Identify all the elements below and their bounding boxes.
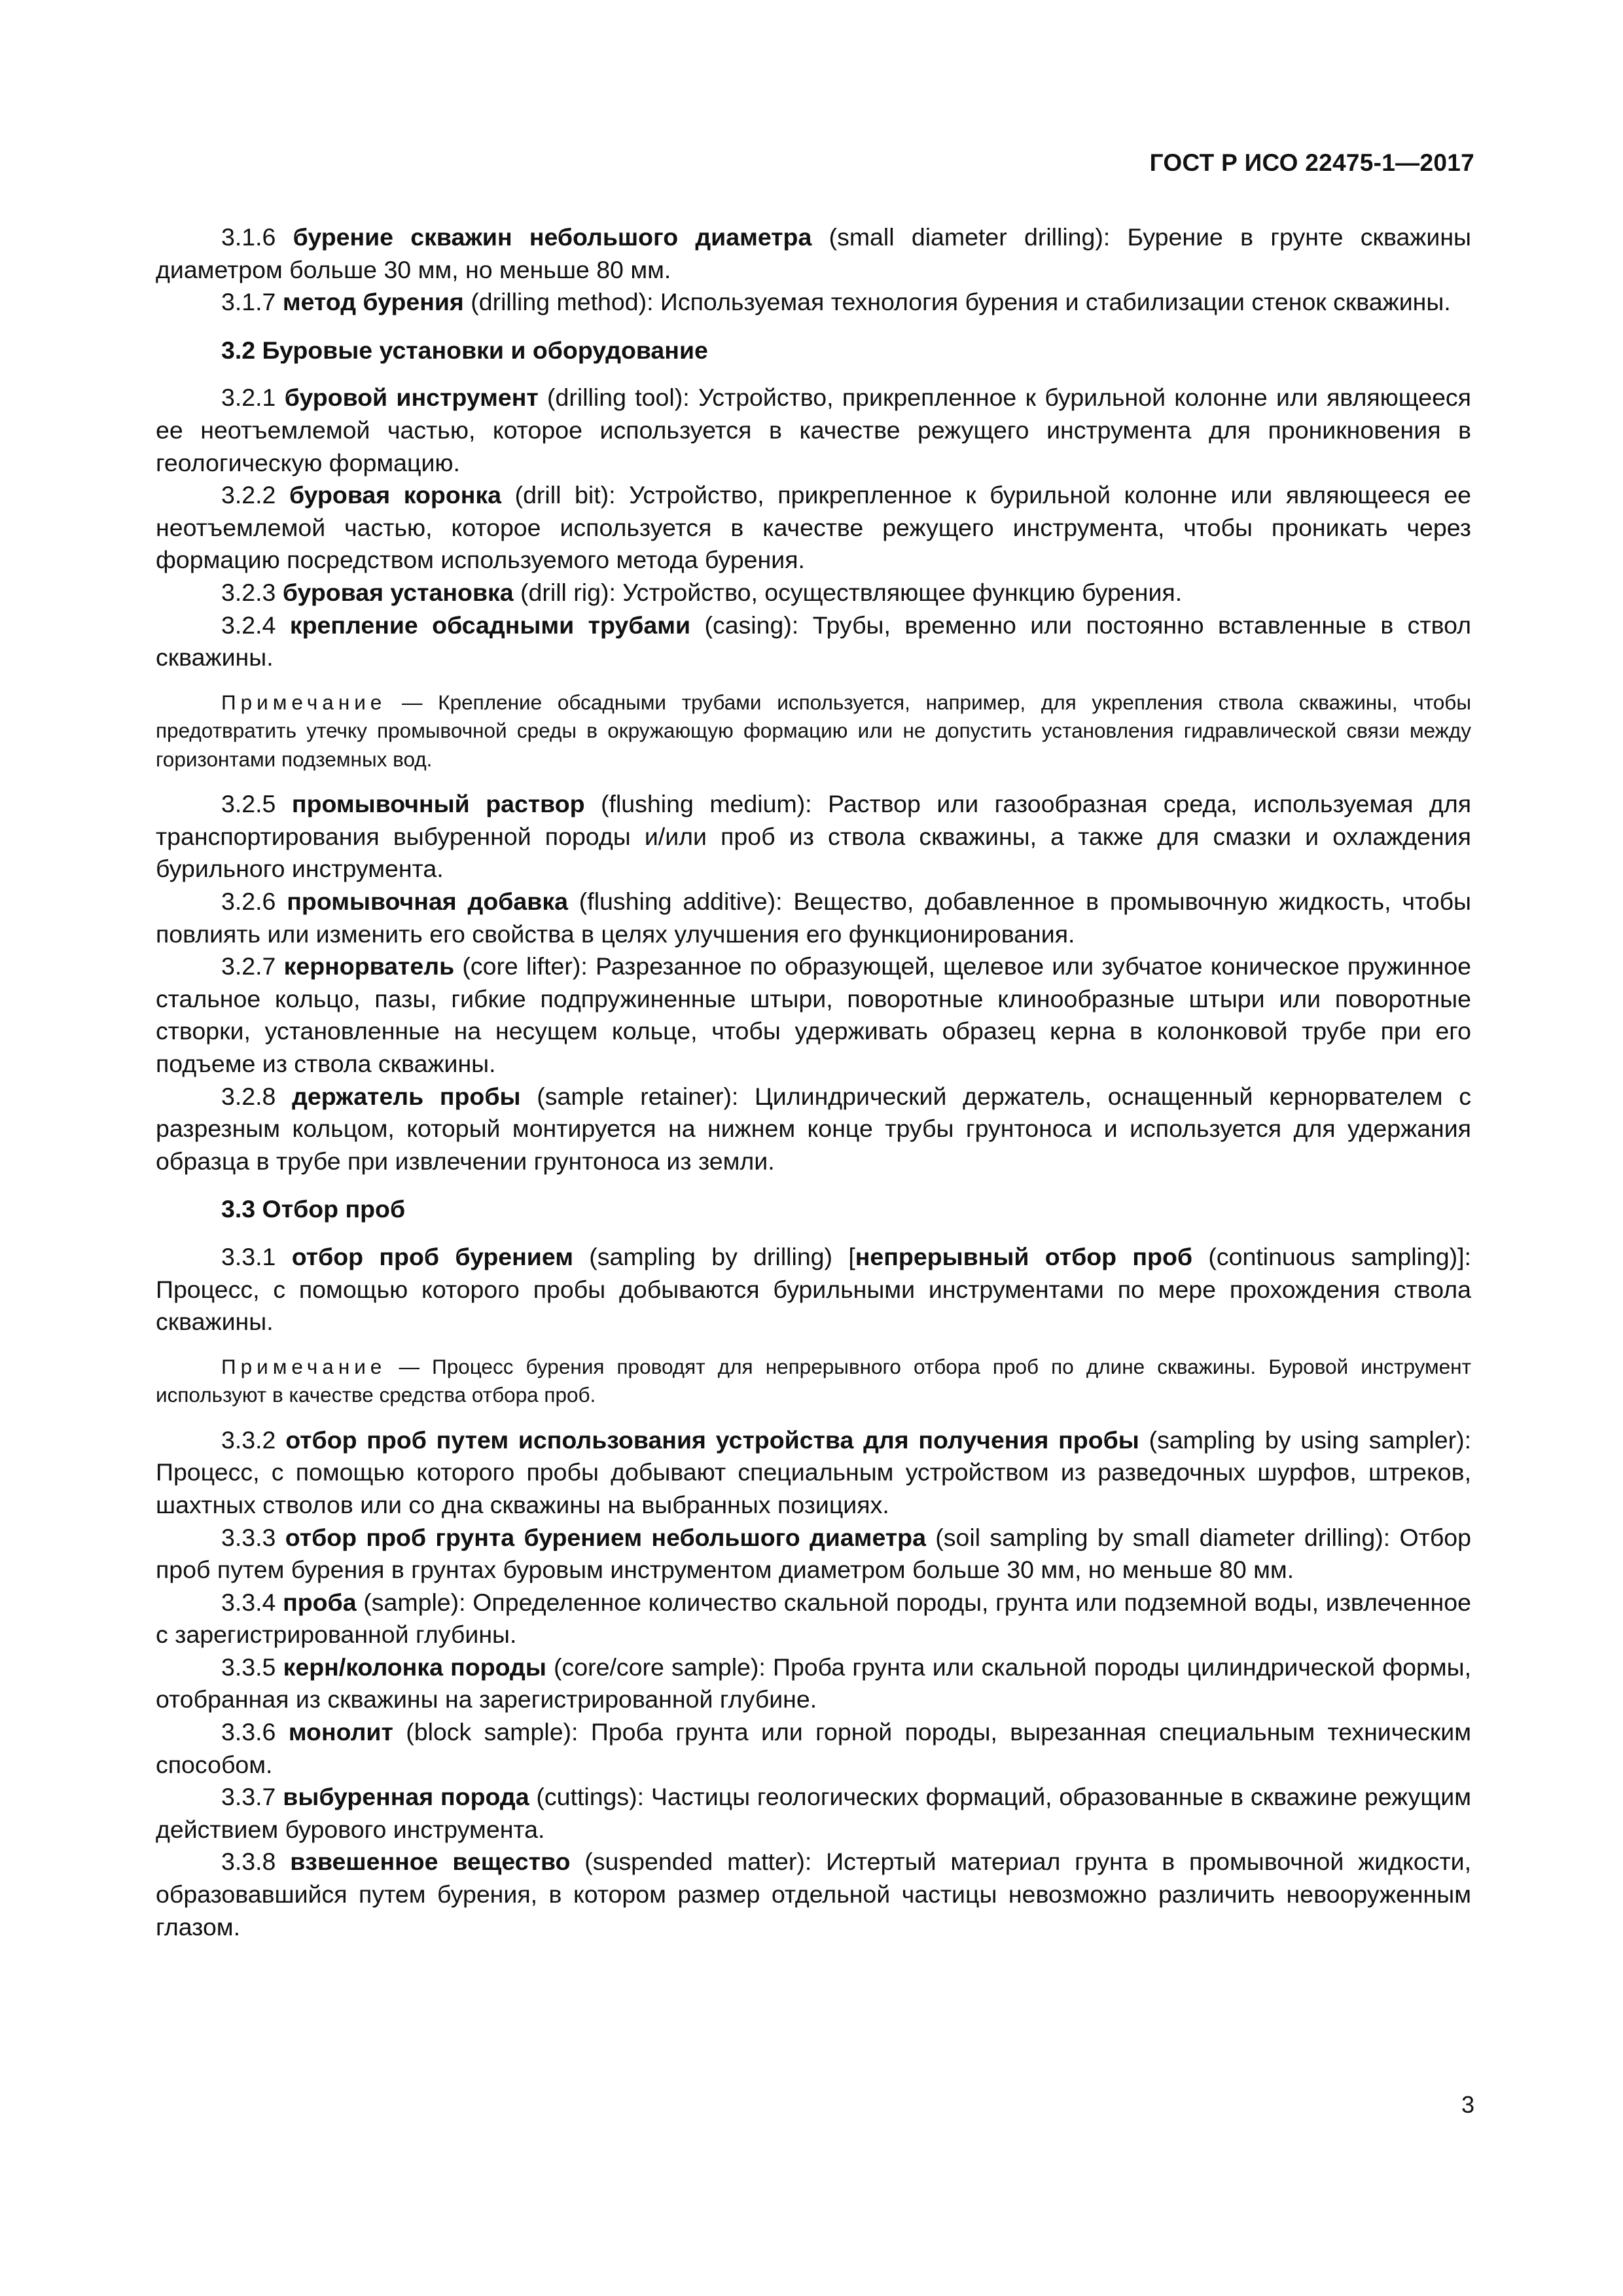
document-code-header: ГОСТ Р ИСО 22475-1—2017 (1149, 149, 1474, 176)
term-entry (156, 1781, 1471, 1846)
term-number: 3.3.6 (221, 1718, 276, 1746)
term-number: 3.3.5 (221, 1653, 276, 1681)
term-entry (156, 886, 1471, 950)
term-entry (156, 1651, 1471, 1716)
term-number: 3.3.8 (221, 1848, 276, 1876)
term-name: держатель пробы (292, 1082, 521, 1110)
term-definition: (casing): Трубы, временно или постоянно вставленные в ствол скважины. (156, 611, 1471, 672)
term-name: монолит (288, 1718, 393, 1746)
term-entry (156, 1846, 1471, 1943)
note-text: — Процесс бурения проводят для непрерывного отбора проб по длине скважины. Буровой инструмент используют в качестве средства отбора проб. (156, 1354, 1471, 1407)
term-entry (156, 788, 1471, 886)
term-definition: (drilling method): Используемая технология бурения и стабилизации стенок скважины. (463, 288, 1451, 316)
term-number: 3.2.7 (221, 952, 276, 980)
term-definition: (flushing medium): Раствор или газообразная среда, используемая для транспортирования выбуренной породы и/или проб из ствола скважины, а также для смазки и охлаждения бурильного инструмента. (156, 790, 1472, 883)
term-entry (156, 1081, 1471, 1178)
term-number: 3.3.2 (221, 1426, 276, 1454)
term-name: взвешенное вещество (290, 1848, 571, 1876)
term-definition: (cuttings): Частицы геологических формаций, образованные в скважине режущим действием бурового инструмента. (156, 1783, 1471, 1843)
term-name: метод бурения (282, 288, 464, 316)
term-entry (156, 1716, 1471, 1781)
term-name: промывочная добавка (287, 888, 568, 915)
term-entry (156, 950, 1471, 1080)
term-number: 3.3.1 (221, 1242, 276, 1270)
term-name: отбор проб путем использования устройства для получения пробы (285, 1426, 1139, 1454)
term-name: бурение скважин небольшого диаметра (293, 223, 812, 251)
term-entry (156, 1424, 1471, 1522)
term-definition: (suspended matter): Истертый материал грунта в промывочной жидкости, образовавшийся путем бурения, в котором размер отдельной частицы невозможно различить невооруженным глазом. (156, 1848, 1471, 1941)
term-name: проба (283, 1588, 357, 1616)
term-name: крепление обсадными трубами (289, 611, 691, 639)
section-heading-3-3: 3.3 Отбор проб (221, 1195, 406, 1223)
term-definition: (sample): Определенное количество скальной породы, грунта или подземной воды, извлеченное с зарегистрированной глубины. (156, 1588, 1471, 1649)
section-heading-3-2: 3.2 Буровые установки и оборудование (221, 336, 708, 364)
term-number: 3.2.2 (221, 481, 276, 509)
term-entry (156, 382, 1471, 479)
term-definition: (block sample): Проба грунта или горной породы, вырезанная специальным техническим способом. (156, 1718, 1472, 1778)
term-entry (156, 1587, 1471, 1651)
term-number: 3.2.4 (221, 611, 276, 639)
term-number: 3.1.7 (221, 288, 276, 316)
term-entry (156, 221, 1471, 286)
term-definition: (soil sampling by small diameter drilling): Отбор проб путем бурения в грунтах буровым инструментом диаметром больше 30 мм, но меньше 80 мм. (156, 1523, 1472, 1584)
term-entry (156, 1522, 1471, 1587)
term-name: кернорватель (283, 952, 455, 980)
term-definition: (continuous sampling)]: Процесс, с помощью которого пробы добываются бурильными инструментами по мере прохождения ствола скважины. (156, 1242, 1471, 1336)
term-definition: (small diameter drilling): Бурение в грунте скважины диаметром больше 30 мм, но меньше 80 мм. (156, 223, 1471, 283)
term-name: отбор проб бурением (291, 1242, 573, 1270)
note-paragraph (156, 1353, 1471, 1410)
term-number: 3.2.1 (221, 384, 276, 412)
term-name: выбуренная порода (283, 1783, 529, 1811)
term-number: 3.1.6 (221, 223, 276, 251)
document-body (156, 221, 1471, 1943)
page-number: 3 (1461, 2091, 1474, 2118)
note-text: — Крепление обсадными трубами используется, например, для укрепления ствола скважины, чтобы предотвратить утечку промывочной среды в окружающую формацию или не допустить установления гидравлической связи между горизонтами подземных вод. (156, 690, 1471, 771)
note-paragraph (156, 689, 1471, 774)
term-synonym: непрерывный отбор проб (855, 1242, 1193, 1270)
term-definition: (sampling by drilling) [ (573, 1242, 855, 1270)
term-name: буровая установка (282, 578, 514, 606)
term-entry (156, 479, 1471, 577)
term-number: 3.2.8 (221, 1082, 276, 1110)
term-name: керн/колонка породы (283, 1653, 546, 1681)
term-definition: (drilling tool): Устройство, прикрепленное к бурильной колонне или являющееся ее неотъемлемой частью, которое используется в качестве режущего инструмента для проникновения в геологическую формацию. (156, 384, 1471, 476)
term-definition: (core lifter): Разрезанное по образующей, щелевое или зубчатое коническое пружинное стальное кольцо, пазы, гибкие подпружиненные штыри, поворотные клинообразные штыри или поворотные створки, установленные на несущем кольце, чтобы удерживать образец керна в колонковой трубе при его подъеме из ствола скважины. (156, 952, 1472, 1077)
term-number: 3.3.4 (221, 1588, 276, 1616)
term-number: 3.3.3 (221, 1523, 276, 1551)
term-entry (156, 286, 1471, 319)
term-definition: (drill bit): Устройство, прикрепленное к бурильной колонне или являющееся ее неотъемлемой частью, которое используется в качестве режущего инструмента, чтобы проникать через формацию посредством используемого метода бурения. (156, 481, 1471, 574)
note-label: Примечание (221, 1354, 387, 1378)
term-definition: (sampling by using sampler): Процесс, с помощью которого пробы добывают специальным устройством из разведочных шурфов, штреков, шахтных стволов или со дна скважины на выбранных позициях. (156, 1426, 1471, 1518)
term-name: буровая коронка (289, 481, 501, 509)
term-number: 3.3.7 (221, 1783, 276, 1811)
term-number: 3.2.5 (221, 790, 276, 818)
term-name: буровой инструмент (284, 384, 539, 412)
term-entry (156, 577, 1471, 609)
term-number: 3.2.6 (221, 888, 276, 915)
term-definition: (drill rig): Устройство, осуществляющее функцию бурения. (513, 578, 1183, 606)
term-name: промывочный раствор (291, 790, 585, 818)
term-definition: (core/core sample): Проба грунта или скальной породы цилиндрической формы, отобранная из скважины на зарегистрированной глубине. (156, 1653, 1471, 1713)
term-entry (156, 609, 1471, 674)
term-entry (156, 1241, 1471, 1338)
note-label: Примечание (221, 690, 387, 714)
term-number: 3.2.3 (221, 578, 276, 606)
term-definition: (sample retainer): Цилиндрический держатель, оснащенный кернорвателем с разрезным кольцом, который монтируется на нижнем конце трубы грунтоноса и используется для удержания образца в трубе при извлечении грунтоноса из земли. (156, 1082, 1472, 1175)
term-definition: (flushing additive): Вещество, добавленное в промывочную жидкость, чтобы повлиять или изменить его свойства в целях улучшения его функционирования. (156, 888, 1472, 948)
term-name: отбор проб грунта бурением небольшого диаметра (285, 1523, 926, 1551)
